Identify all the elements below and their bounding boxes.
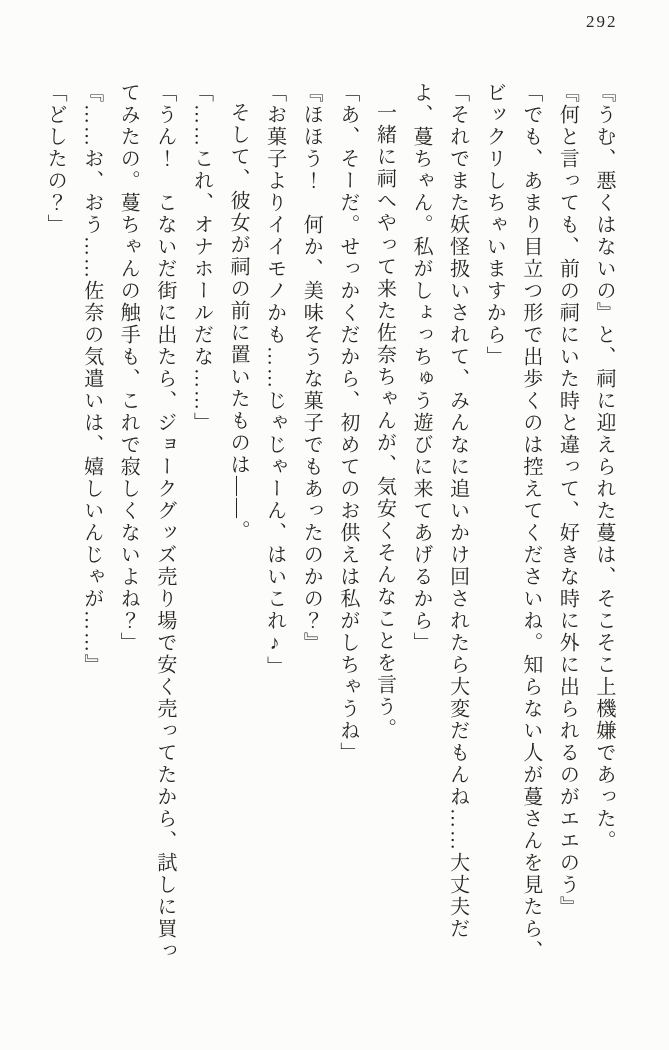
paragraph: 「どしたの？」 — [44, 82, 67, 236]
paragraph: 「でも、あまり目立つ形で出歩くのは控えてくださいね。知らない人が蔓さんを見たら、ビックリしちゃいますから」 — [483, 82, 542, 962]
paragraph: 『ほほう！ 何か、美味そうな菓子でもあったのかの？』 — [300, 82, 323, 654]
paragraph: 『何と言っても、前の祠にいた時と違って、好きな時に外に出られるのがエエのう』 — [556, 82, 579, 918]
paragraph: 「それでまた妖怪扱いされて、みんなに追いかけ回されたら大変だもんね……大丈夫だよ、蔓ちゃん。私がしょっちゅう遊びに来てあげるから」 — [410, 82, 469, 940]
paragraph: 「お菓子よりイイモノかも……じゃじゃーん、はいこれ♪」 — [263, 82, 286, 678]
paragraph: 「うん！ こないだ街に出たら、ジョークグッズ売り場で安く売ってたから、試しに買ってみたの。蔓ちゃんの触手も、これで寂しくないよね？」 — [117, 82, 176, 962]
text-block — [37, 82, 623, 968]
page-number: 292 — [586, 12, 618, 31]
paragraph: 『うむ、悪くはないの』と、祠に迎えられた蔓は、そこそこ上機嫌であった。 — [593, 82, 615, 852]
paragraph: そして、彼女が祠の前に置いたものは――。 — [227, 102, 250, 542]
paragraph: 「あ、そーだ。せっかくだから、初めてのお供えは私がしちゃうね」 — [336, 82, 359, 764]
paragraph: 「……これ、オナホールだな……」 — [190, 82, 213, 434]
paragraph: 一緒に祠へやって来た佐奈ちゃんが、気安くそんなことを言う。 — [373, 102, 396, 740]
paragraph: 『……お、おう……佐奈の気遣いは、嬉しいんじゃが……』 — [80, 82, 103, 676]
